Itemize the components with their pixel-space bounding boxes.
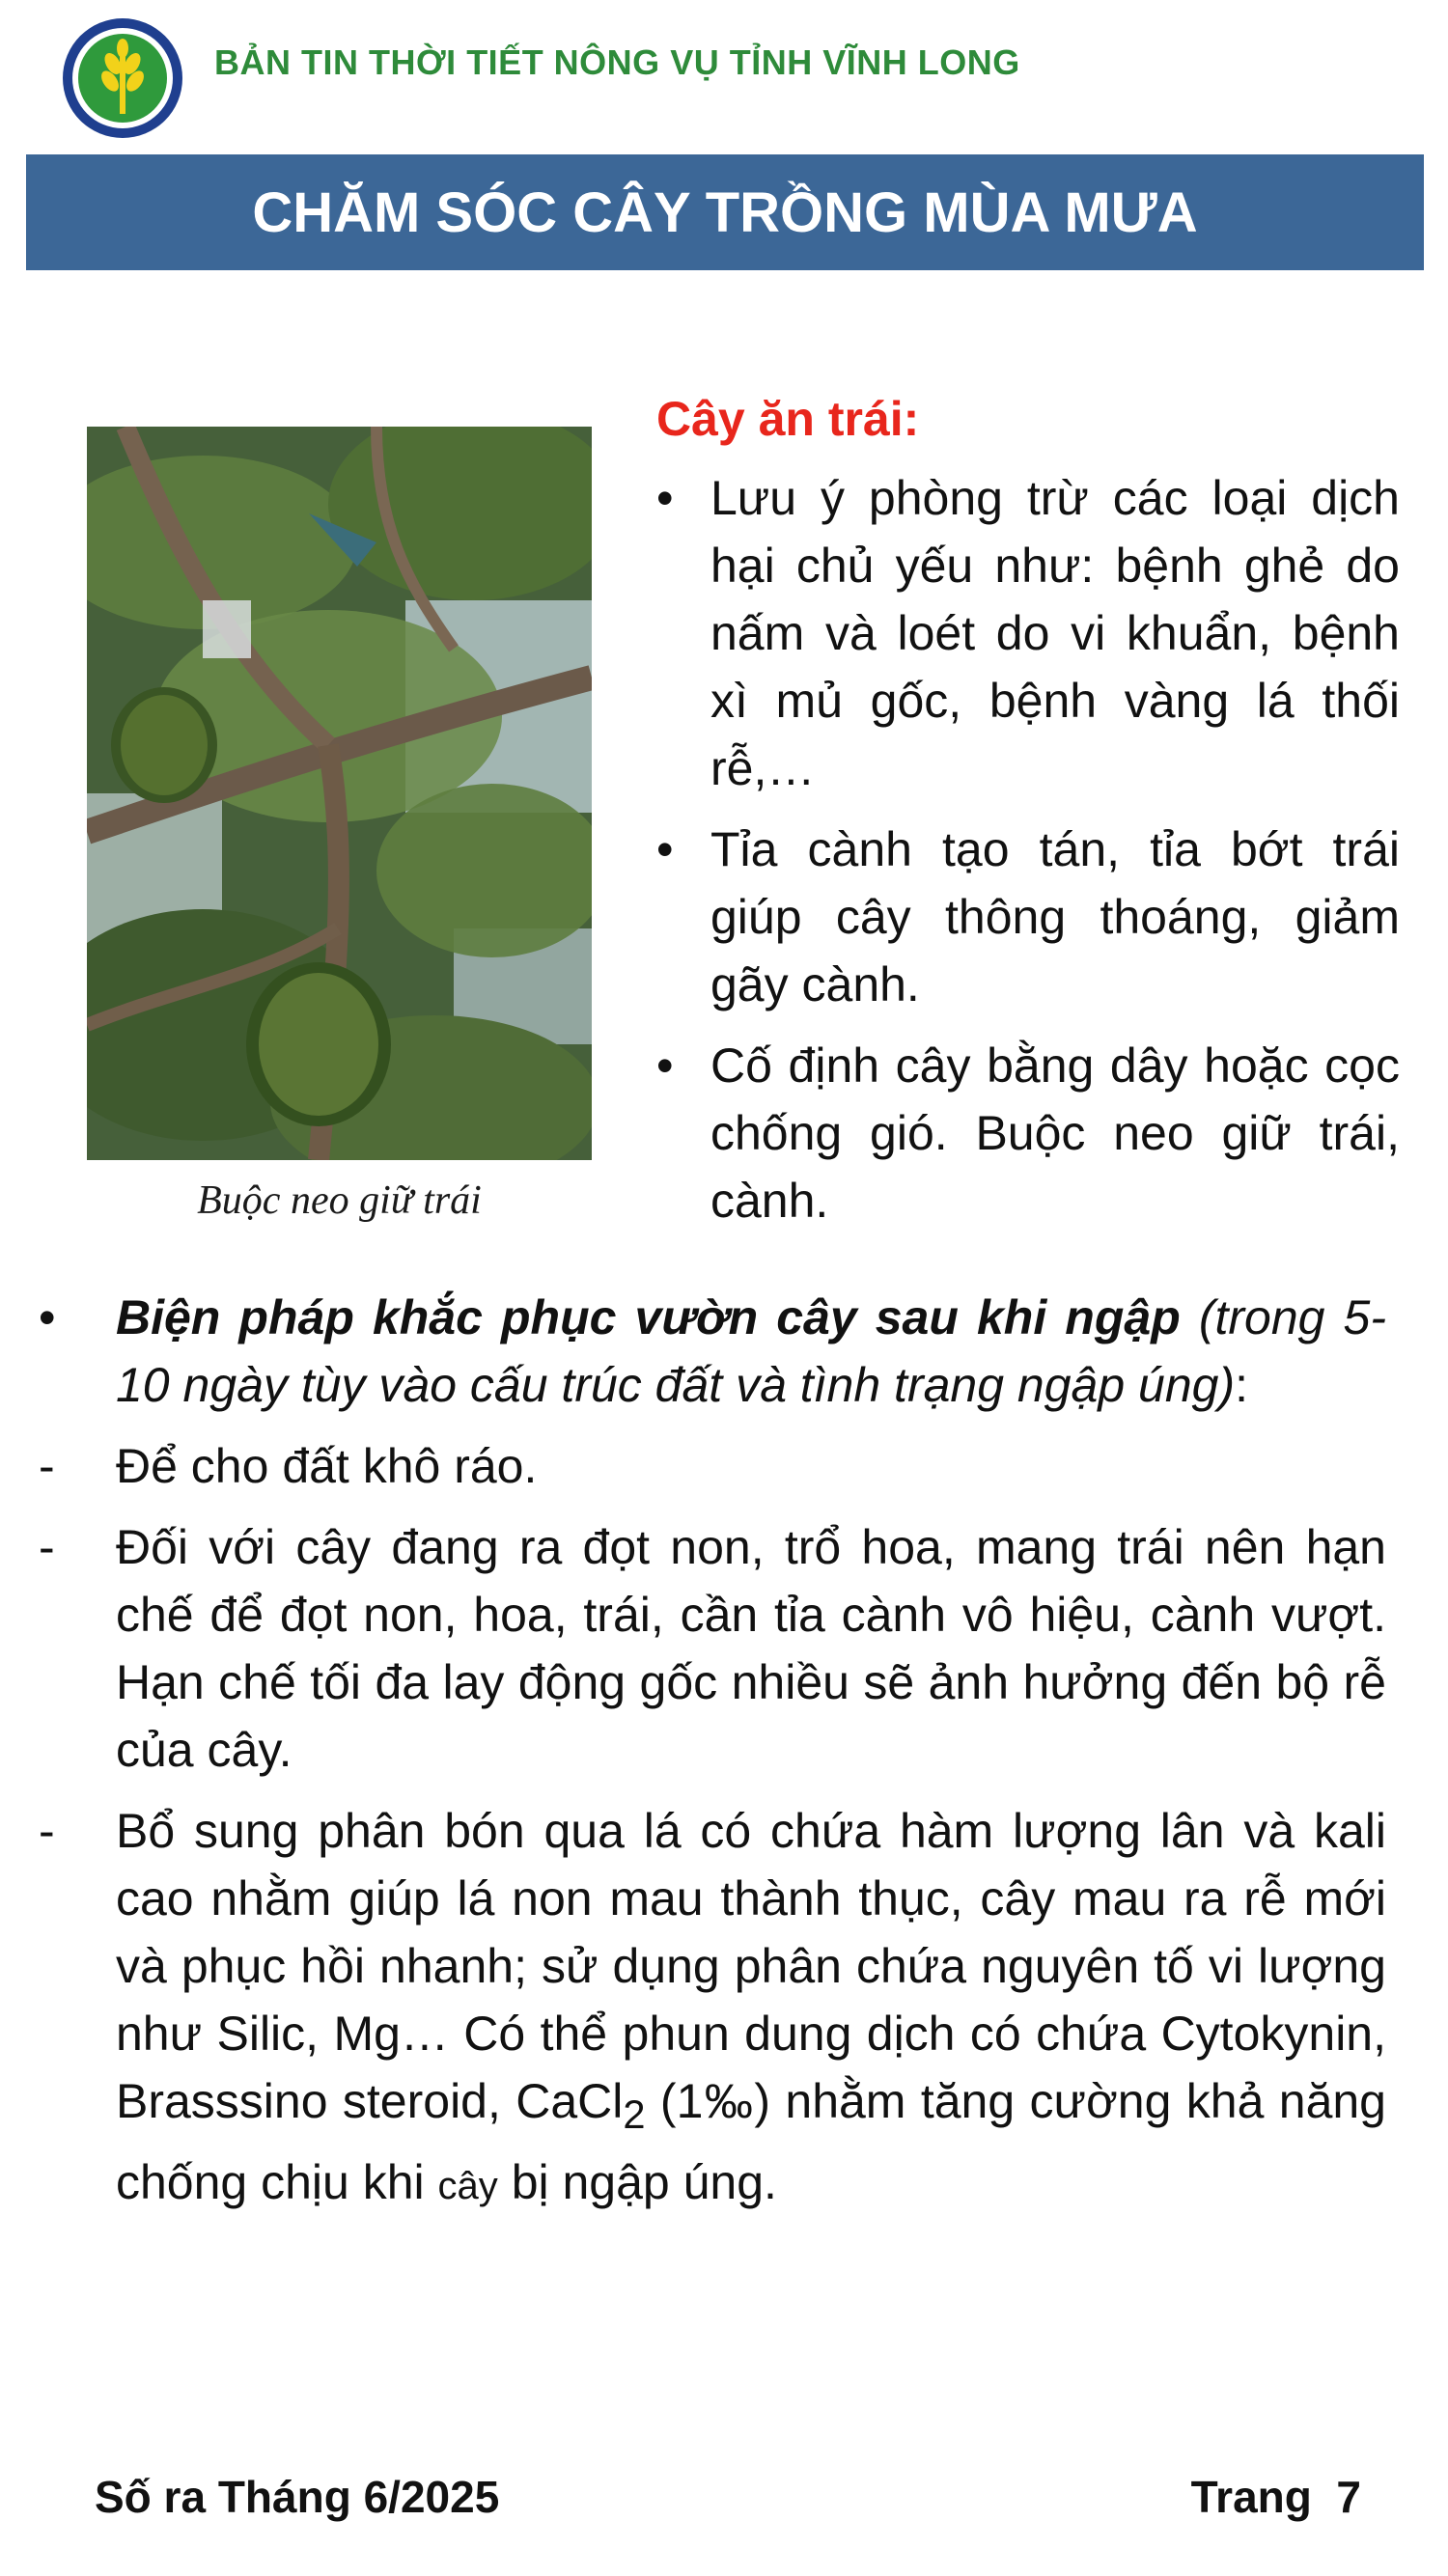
fruit-tree-section	[656, 391, 1400, 1248]
issue-label: Số ra Tháng 6/2025	[95, 2472, 500, 2522]
list-item	[39, 1432, 1386, 1500]
org-title: BẢN TIN THỜI TIẾT NÔNG VỤ TỈNH VĨNH LONG	[214, 42, 1020, 82]
recovery-colon: :	[1235, 1358, 1249, 1412]
dash-marker: -	[39, 1520, 55, 1574]
item-text	[116, 1797, 1386, 2220]
section-heading: Cây ăn trái:	[656, 392, 920, 446]
item-text-part: bị ngập úng.	[497, 2155, 777, 2209]
page-banner	[26, 154, 1424, 270]
list-item	[39, 1513, 1386, 1784]
dash-marker: -	[39, 1439, 55, 1493]
photo-caption: Buộc neo giữ trái	[197, 1178, 482, 1223]
recovery-condition: (trong 5-10 ngày tùy vào cấu trúc đất và tình trạng ngập úng)	[116, 1290, 1386, 1412]
item-text-small: cây	[437, 2165, 498, 2207]
bullet-text: Tỉa cành tạo tán, tỉa bớt trái giúp cây thông thoáng, giảm gãy cành.	[710, 822, 1400, 1011]
list-item	[656, 464, 1400, 802]
item-text: Để cho đất khô ráo.	[116, 1439, 538, 1493]
bullet-dot: •	[656, 1039, 674, 1093]
recovery-heading	[116, 1284, 1386, 1419]
page-number: Trang 7	[1190, 2472, 1361, 2522]
list-item	[656, 1032, 1400, 1234]
recovery-heading-item	[39, 1284, 1386, 1419]
subscript: 2	[623, 2091, 646, 2137]
list-item	[656, 816, 1400, 1018]
bullet-dot: •	[656, 822, 674, 876]
agriculture-emblem-icon	[60, 15, 185, 141]
bullet-text: Cố định cây bằng dây hoặc cọc chống gió. Buộc neo giữ trái, cành.	[710, 1039, 1400, 1228]
item-text-part: Bổ sung phân bón qua lá có chứa hàm lượng lân và kali cao nhằm giúp lá non mau thành thục, cây mau ra rễ mới và phục hồi nhanh; sử dụng phân chứa nguyên tố vi lượng như Silic, Mg… Có thể phun dung dịch có chứa Cytokynin, Brasssino steroid, CaCl	[116, 1804, 1386, 2128]
recovery-title: Biện pháp khắc phục vườn cây sau khi ngập	[116, 1290, 1181, 1344]
bullet-text: Lưu ý phòng trừ các loại dịch hại chủ yếu như: bệnh ghẻ do nấm và loét do vi khuẩn, bệnh xì mủ gốc, bệnh vàng lá thối rễ,…	[710, 471, 1400, 795]
item-text-part: (1‰) nhằm tăng cường khả năng chống chịu khi	[116, 2074, 1386, 2209]
bullet-dot: •	[656, 471, 674, 525]
recovery-section	[39, 1284, 1386, 2233]
item-text: Đối với cây đang ra đọt non, trổ hoa, mang trái nên hạn chế để đọt non, hoa, trái, cần tỉa cành vô hiệu, cành vượt. Hạn chế tối đa lay động gốc nhiều sẽ ảnh hưởng đến bộ rễ của cây.	[116, 1520, 1386, 1777]
durian-tree-photo	[87, 427, 592, 1160]
page-title: CHĂM SÓC CÂY TRỒNG MÙA MƯA	[252, 180, 1198, 244]
dash-marker: -	[39, 1804, 55, 1858]
list-item	[39, 1797, 1386, 2220]
bullet-dot: •	[39, 1290, 56, 1344]
